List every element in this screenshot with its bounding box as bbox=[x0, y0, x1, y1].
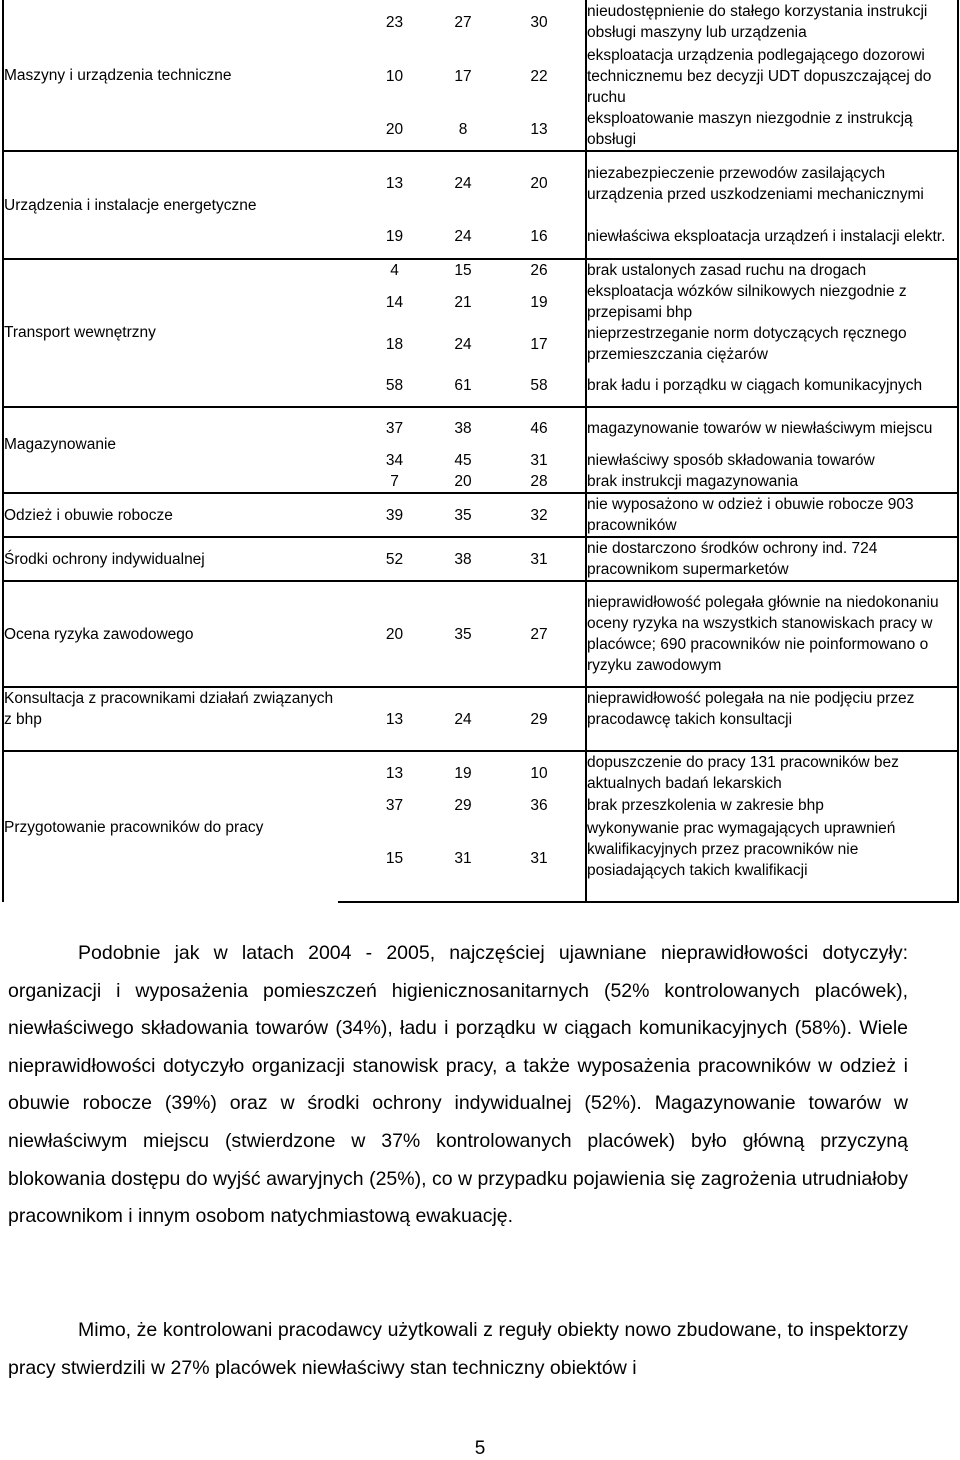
category-cell: Konsultacja z pracownikami działań związanych z bhp bbox=[3, 687, 338, 751]
table-row bbox=[3, 581, 958, 687]
table-row bbox=[3, 751, 958, 794]
table-row bbox=[3, 687, 958, 751]
value-cell: 13 bbox=[338, 687, 423, 751]
description-cell: magazynowanie towarów w niewłaściwym miejscu bbox=[586, 407, 958, 449]
value-cell: 36 bbox=[530, 796, 548, 814]
value-cell: 17 bbox=[454, 67, 472, 85]
value-cell: 26 bbox=[503, 259, 586, 281]
value-cell: 61 bbox=[454, 377, 472, 394]
table-row bbox=[3, 0, 958, 44]
description-cell: nie wyposażono w odzież i obuwie robocze 903 pracowników bbox=[586, 493, 958, 537]
value-cell: 17 bbox=[530, 335, 548, 353]
table-row bbox=[3, 537, 958, 581]
value-cell: 32 bbox=[503, 493, 586, 537]
value-cell: 31 bbox=[503, 816, 586, 902]
value-cell: 19 bbox=[385, 228, 404, 245]
value-cell: 24 bbox=[454, 228, 472, 245]
value-cell: 24 bbox=[423, 687, 503, 751]
value-cell: 23 bbox=[385, 13, 404, 31]
value-cell: 20 bbox=[338, 581, 423, 687]
value-cell: 38 bbox=[423, 537, 503, 581]
value-cell: 19 bbox=[530, 293, 548, 311]
value-cell: 7 bbox=[390, 473, 399, 490]
value-cell: 46 bbox=[503, 407, 586, 449]
category-cell: Maszyny i urządzenia techniczne bbox=[3, 0, 338, 151]
page-number: 5 bbox=[474, 1438, 486, 1459]
value-cell: 19 bbox=[423, 751, 503, 794]
value-cell: 58 bbox=[385, 377, 404, 394]
description-cell: niezabezpieczenie przewodów zasilających urządzenia przed uszkodzeniami mechanicznymi bbox=[586, 151, 958, 215]
description-cell: nieprawidłowość polegała na nie podjęciu przez pracodawcę takich konsultacji bbox=[586, 687, 958, 751]
value-cell: 37 bbox=[385, 796, 404, 814]
category-cell: Urządzenia i instalacje energetyczne bbox=[3, 151, 338, 259]
value-cell: 30 bbox=[530, 13, 548, 31]
value-cell: 31 bbox=[423, 816, 503, 902]
value-cell: 13 bbox=[338, 151, 423, 215]
description-cell: niewłaściwa eksploatacja urządzeń i instalacji elektr. bbox=[586, 215, 958, 259]
table-row bbox=[3, 407, 958, 449]
description-cell: nieudostępnienie do stałego korzystania instrukcji obsługi maszyny lub urządzenia bbox=[586, 0, 958, 44]
value-cell: 10 bbox=[385, 67, 404, 85]
value-cell: 18 bbox=[385, 335, 404, 353]
description-cell: eksploatacja wózków silnikowych niezgodnie z przepisami bhp bbox=[586, 281, 958, 323]
value-cell: 24 bbox=[423, 151, 503, 215]
value-cell: 52 bbox=[338, 537, 423, 581]
paragraph-text: Podobnie jak w latach 2004 - 2005, najczęściej ujawniane nieprawidłowości dotyczyły: organizacji i wyposażenia pomieszczeń higienicznosanitarnych (52% kontrolowanych placówek), niewłaściwego składowania towarów (34%), ładu i porządku w ciągach komunikacyjnych (58%). Wiele nieprawidłowości dotyczyło organizacji stanowisk pracy, a także wyposażenia pracowników w odzież i obuwie robocze (39%) oraz w środki ochrony indywidualnej (52%). Magazynowanie towarów w niewłaściwym miejscu (stwierdzone w 37% kontrolowanych placówek) było główną przyczyną blokowania dostępu do wyjść awaryjnych (25%), co w przypadku pojawienia się zagrożenia utrudniałoby pracownikom i innym osobom natychmiastową ewakuację. bbox=[8, 942, 908, 1228]
value-cell: 39 bbox=[338, 493, 423, 537]
value-cell: 20 bbox=[454, 473, 472, 490]
description-cell: brak przeszkolenia w zakresie bhp bbox=[586, 794, 958, 816]
value-cell: 8 bbox=[458, 120, 468, 138]
category-cell: Magazynowanie bbox=[3, 407, 338, 493]
description-cell: dopuszczenie do pracy 131 pracowników bez aktualnych badań lekarskich bbox=[586, 751, 958, 794]
value-cell: 58 bbox=[530, 377, 548, 394]
category-cell: Przygotowanie pracowników do pracy bbox=[3, 751, 338, 902]
description-cell: nie dostarczono środków ochrony ind. 724 pracownikom supermarketów bbox=[586, 537, 958, 581]
value-cell: 13 bbox=[338, 751, 423, 794]
body-paragraph bbox=[8, 1312, 908, 1387]
value-cell: 10 bbox=[503, 751, 586, 794]
value-cell: 38 bbox=[423, 407, 503, 449]
description-cell: nieprawidłowość polegała głównie na niedokonaniu oceny ryzyka na wszystkich stanowiskach pracy w placówce; 690 pracowników nie poinformowano o ryzyku zawodowym bbox=[586, 581, 958, 687]
description-cell: niewłaściwy sposób składowania towarów bbox=[586, 449, 958, 471]
value-cell: 20 bbox=[385, 120, 404, 138]
value-cell: 15 bbox=[423, 259, 503, 281]
value-cell: 24 bbox=[454, 335, 472, 353]
value-cell: 29 bbox=[454, 796, 472, 814]
category-cell: Transport wewnętrzny bbox=[3, 259, 338, 407]
value-cell: 37 bbox=[338, 407, 423, 449]
paragraph-text: Mimo, że kontrolowani pracodawcy użytkowali z reguły obiekty nowo zbudowane, to inspektorzy pracy stwierdzili w 27% placówek niewłaściwy stan techniczny obiektów i bbox=[8, 1319, 908, 1379]
value-cell: 13 bbox=[530, 120, 548, 138]
description-cell: eksploatacja urządzenia podlegającego dozorowi technicznemu bez decyzji UDT dopuszczającej do ruchu bbox=[586, 44, 958, 108]
body-paragraph bbox=[8, 935, 908, 1236]
value-cell: 27 bbox=[454, 13, 472, 31]
table-row bbox=[3, 151, 958, 215]
value-cell: 29 bbox=[503, 687, 586, 751]
value-cell: 45 bbox=[454, 451, 472, 469]
irregularities-table bbox=[2, 0, 959, 903]
value-cell: 4 bbox=[338, 259, 423, 281]
value-cell: 28 bbox=[530, 473, 548, 490]
description-cell: brak instrukcji magazynowania bbox=[586, 471, 958, 493]
category-cell: Środki ochrony indywidualnej bbox=[3, 537, 338, 581]
value-cell: 35 bbox=[423, 581, 503, 687]
value-cell: 27 bbox=[503, 581, 586, 687]
description-cell: eksploatowanie maszyn niezgodnie z instrukcją obsługi bbox=[586, 108, 958, 151]
category-cell: Ocena ryzyka zawodowego bbox=[3, 581, 338, 687]
value-cell: 15 bbox=[338, 816, 423, 902]
value-cell: 31 bbox=[530, 451, 548, 469]
table-row bbox=[3, 493, 958, 537]
value-cell: 21 bbox=[454, 293, 472, 311]
value-cell: 20 bbox=[503, 151, 586, 215]
value-cell: 34 bbox=[385, 451, 404, 469]
description-cell: wykonywanie prac wymagających uprawnień kwalifikacyjnych przez pracowników nie posiadających takich kwalifikacji bbox=[586, 816, 958, 902]
table-row bbox=[3, 259, 958, 281]
value-cell: 16 bbox=[530, 228, 548, 245]
category-cell: Odzież i obuwie robocze bbox=[3, 493, 338, 537]
value-cell: 22 bbox=[530, 67, 548, 85]
description-cell: brak ustalonych zasad ruchu na drogach bbox=[586, 259, 958, 281]
description-cell: brak ładu i porządku w ciągach komunikacyjnych bbox=[586, 365, 958, 407]
value-cell: 14 bbox=[385, 293, 404, 311]
value-cell: 31 bbox=[503, 537, 586, 581]
value-cell: 35 bbox=[423, 493, 503, 537]
description-cell: nieprzestrzeganie norm dotyczących ręcznego przemieszczania ciężarów bbox=[586, 323, 958, 365]
